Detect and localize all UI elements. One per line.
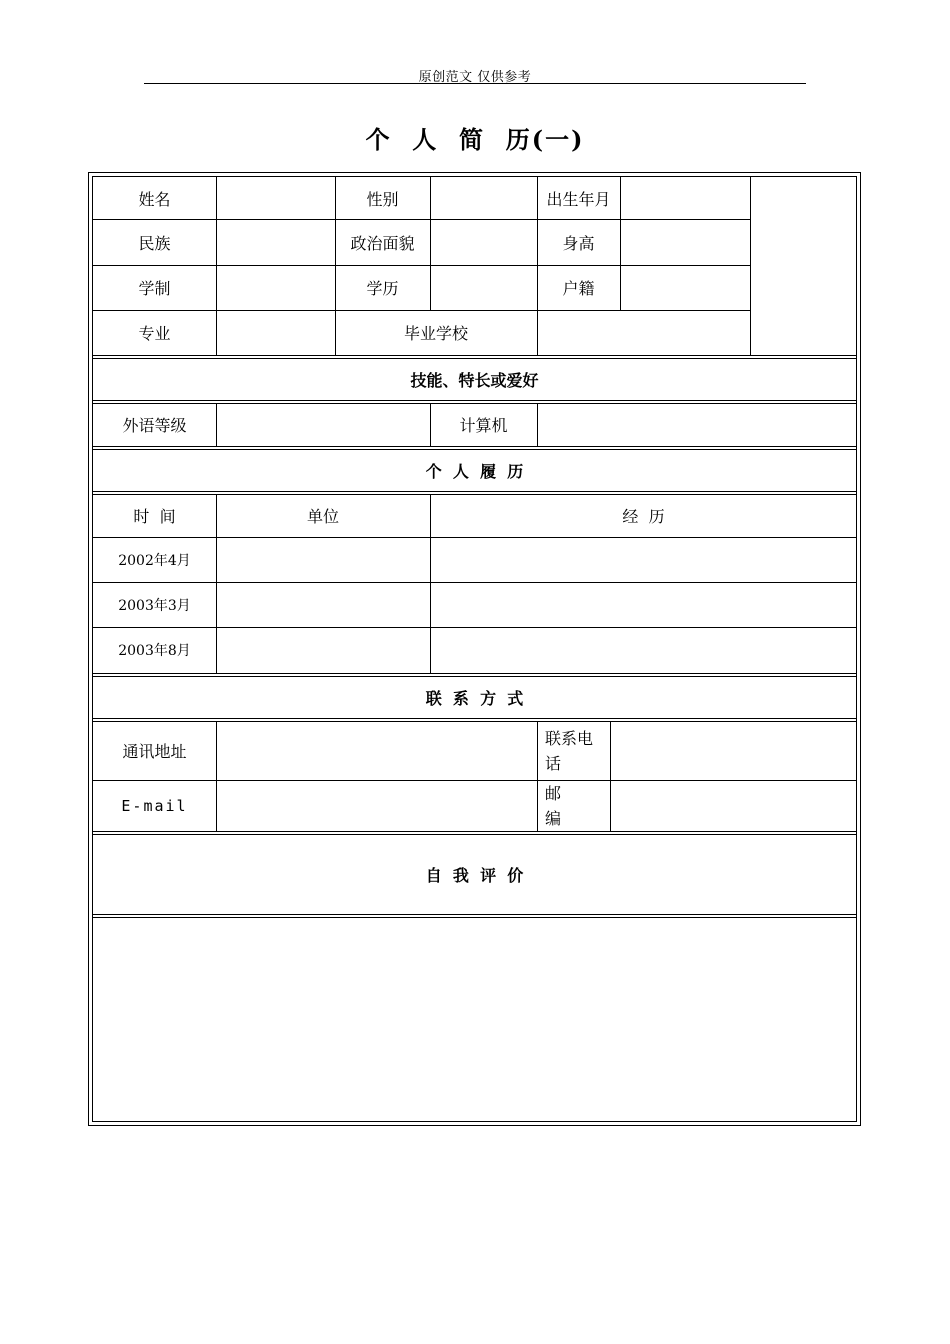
birth-field[interactable]: [620, 177, 750, 219]
ethnicity-field[interactable]: [216, 219, 335, 265]
history-experience-field[interactable]: [430, 627, 857, 673]
history-unit-field[interactable]: [216, 627, 430, 673]
major-field[interactable]: [216, 310, 335, 355]
page-header: 原创范文 仅供参考: [418, 70, 532, 85]
political-field[interactable]: [430, 219, 537, 265]
hukou-label: 户籍: [562, 279, 595, 298]
education-field[interactable]: [430, 265, 537, 310]
contact-section-title: 联 系 方 式: [425, 688, 524, 708]
gender-label: 性别: [366, 189, 399, 209]
history-section-title: 个 人 履 历: [425, 461, 524, 481]
ethnicity-label: 民族: [138, 233, 171, 253]
language-field[interactable]: [216, 403, 430, 446]
schooling-field[interactable]: [216, 265, 335, 310]
zip-field[interactable]: [610, 780, 857, 831]
resume-form-inner-border: [92, 176, 857, 1122]
major-label: 专业: [138, 324, 171, 343]
gender-field[interactable]: [430, 177, 537, 219]
phone-field[interactable]: [610, 721, 857, 780]
col-experience-header: 经 历: [622, 507, 665, 526]
schooling-label: 学制: [138, 279, 171, 298]
history-experience-field[interactable]: [430, 582, 857, 627]
address-field[interactable]: [216, 721, 537, 780]
school-label: 毕业学校: [403, 324, 468, 343]
height-label: 身高: [562, 233, 595, 253]
header-rule: [144, 83, 806, 84]
photo-area[interactable]: [750, 177, 857, 355]
school-field[interactable]: [537, 310, 750, 355]
email-field[interactable]: [216, 780, 537, 831]
phone-label: 联系电话: [545, 728, 594, 773]
section-divider: [93, 400, 856, 401]
self-eval-section-title: 自 我 评 价: [425, 865, 524, 885]
self-eval-field[interactable]: [93, 917, 856, 1121]
section-divider: [93, 673, 856, 674]
political-label: 政治面貌: [350, 233, 415, 253]
resume-form: [88, 172, 861, 1126]
history-time: 2003年3月: [118, 597, 191, 614]
computer-label: 计算机: [459, 416, 508, 435]
address-label: 通讯地址: [122, 742, 187, 761]
col-time-header: 时 间: [133, 507, 176, 526]
history-unit-field[interactable]: [216, 582, 430, 627]
computer-field[interactable]: [537, 403, 857, 446]
history-time: 2003年8月: [118, 643, 191, 659]
history-unit-field[interactable]: [216, 537, 430, 582]
section-divider: [93, 831, 856, 832]
section-divider: [93, 914, 856, 915]
section-divider: [93, 718, 856, 719]
height-field[interactable]: [620, 219, 750, 265]
birth-label: 出生年月: [546, 189, 611, 209]
education-label: 学历: [366, 279, 399, 298]
col-unit-header: 单位: [306, 507, 339, 526]
section-divider: [93, 355, 856, 356]
name-label: 姓名: [138, 189, 171, 209]
hukou-field[interactable]: [620, 265, 750, 310]
history-experience-field[interactable]: [430, 537, 857, 582]
section-divider: [93, 491, 856, 492]
name-field[interactable]: [216, 177, 335, 219]
language-label: 外语等级: [122, 416, 187, 435]
page-title: 个 人 简 历(一): [365, 125, 585, 154]
history-time: 2002年4月: [118, 552, 191, 569]
zip-label: 邮编: [545, 783, 562, 828]
section-divider: [93, 446, 856, 447]
email-label: E-mail: [121, 796, 188, 815]
skills-section-title: 技能、特长或爱好: [410, 370, 539, 390]
